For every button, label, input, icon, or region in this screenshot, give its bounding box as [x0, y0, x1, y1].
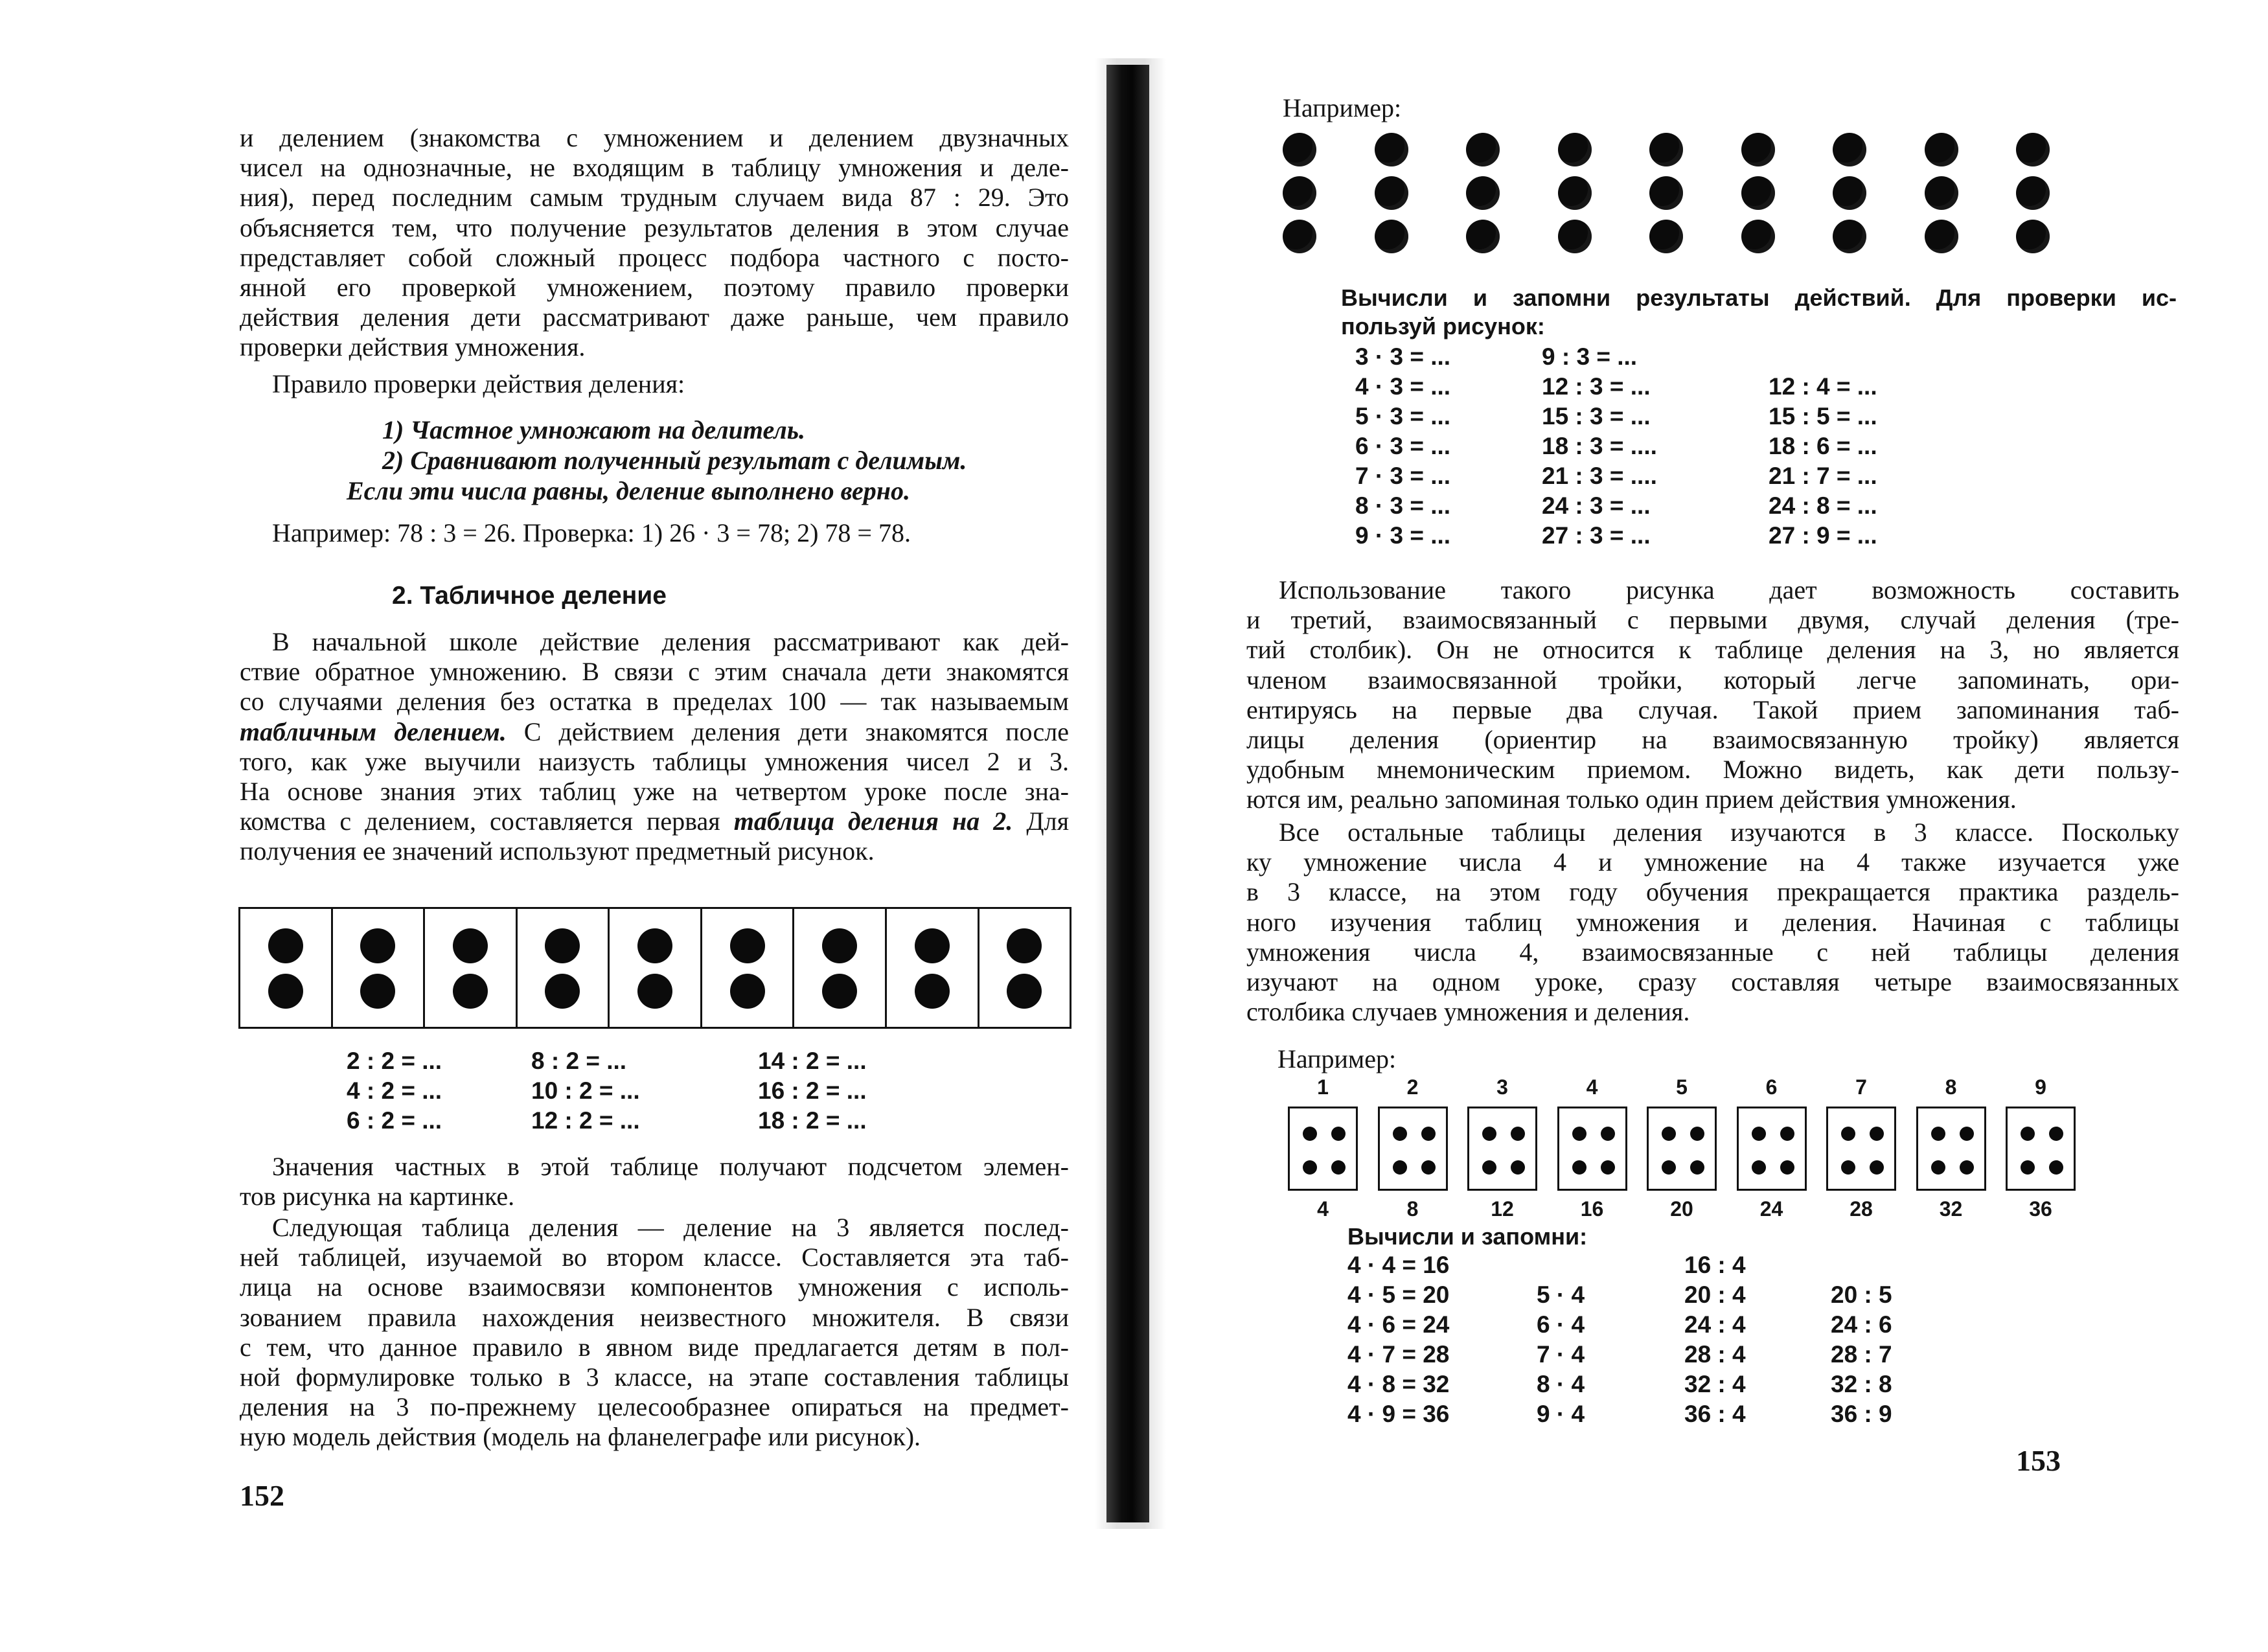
- dot: [1466, 220, 1500, 253]
- text-line: с тем, что данное правило в явном виде предлагается детям в пол-: [240, 1332, 1069, 1362]
- usage-paragraph: [1246, 575, 2179, 815]
- text-line: Следующая таблица деления — деление на 3 является послед-: [272, 1213, 1069, 1242]
- dot: [453, 974, 488, 1009]
- equation: 4 · 6 = 24: [1347, 1311, 1450, 1338]
- text-line: ствие обратное умножению. В связи с этим сначала дети знакомятся: [240, 657, 1069, 687]
- dot: [1511, 1160, 1525, 1175]
- dot: [1601, 1160, 1615, 1175]
- dot: [1931, 1127, 1945, 1141]
- dot-figure-table: [238, 907, 1071, 1029]
- dot: [1662, 1160, 1676, 1175]
- dot: [453, 928, 488, 963]
- dot: [1375, 133, 1408, 166]
- div2-column-1: [347, 1046, 442, 1136]
- text-line: деления на 3 по-прежнему целесообразнее опираться на предмет-: [240, 1392, 1069, 1422]
- four-dot-card: [2006, 1107, 2076, 1191]
- card-multiplier-label: 5: [1676, 1075, 1688, 1099]
- equation: 20 : 5: [1831, 1281, 1892, 1308]
- card-product-label: 36: [2029, 1197, 2052, 1221]
- page-number-right: 153: [2016, 1444, 2061, 1477]
- equation: 24 : 4: [1684, 1311, 1746, 1338]
- dot: [545, 928, 580, 963]
- text-line: столбика случаев умножения и деления.: [1246, 997, 1690, 1027]
- dot: [1833, 176, 1866, 210]
- equation: 18 : 2 = ...: [758, 1107, 867, 1134]
- card-product-label: 8: [1406, 1197, 1419, 1221]
- dot: [1841, 1160, 1855, 1175]
- text-line: Все остальные таблицы деления изучаются в 3 классе. Поскольку: [1279, 818, 2179, 847]
- equation: 32 : 8: [1831, 1371, 1892, 1397]
- text-line: ного изучения таблиц умножения и деления. Начиная с таблицы: [1246, 907, 2179, 937]
- card-product-label: 24: [1759, 1197, 1783, 1221]
- div3-column: [1542, 342, 1657, 551]
- four-dot-card: [1826, 1107, 1896, 1191]
- values-paragraph: [240, 1152, 1069, 1211]
- equation: 10 : 2 = ...: [531, 1077, 640, 1104]
- text-line: лицы деления (ориентир на взаимосвязанную тройку) является: [1246, 725, 2179, 755]
- text-line: янной его проверкой умножением, поэтому правило проверки: [240, 273, 1069, 303]
- div-rest-column: [1831, 1280, 1892, 1429]
- dot: [1741, 220, 1775, 253]
- dot-cell: [887, 909, 979, 1027]
- four-dot-card: [1647, 1107, 1717, 1191]
- equation: 24 : 6: [1831, 1311, 1892, 1338]
- dot: [1572, 1127, 1586, 1141]
- dot: [1393, 1127, 1407, 1141]
- dot: [1649, 133, 1683, 166]
- dot: [1931, 1160, 1945, 1175]
- dot: [1925, 176, 1958, 210]
- text-line: получения ее значений используют предметный рисунок.: [240, 836, 875, 866]
- dot: [1960, 1160, 1974, 1175]
- text-line: тий столбик). Он не относится к таблице деления на 3, но является: [1246, 635, 2179, 665]
- dot: [268, 928, 303, 963]
- text-line: тов рисунка на картинке.: [240, 1182, 515, 1211]
- text-line: ней таблицей, изучаемой во втором классе. Составляется эта таб-: [240, 1243, 1069, 1272]
- dot: [1780, 1127, 1794, 1141]
- dot: [637, 974, 672, 1009]
- dot: [1601, 1127, 1615, 1141]
- dot: [2021, 1127, 2035, 1141]
- dot: [1833, 220, 1866, 253]
- text-line: ются им, реально запоминая только один прием действия умножения.: [1246, 785, 2017, 814]
- text-line: членом взаимосвязанной тройки, который легче запоминать, ори-: [1246, 665, 2179, 694]
- dot: [1007, 974, 1042, 1009]
- text-line: со случаями деления без остатка в пределах 100 — так называемым: [240, 687, 1069, 717]
- text-line: в 3 классе, на этом году обучения прекращается практика раздель-: [1246, 877, 2179, 907]
- dot: [1466, 133, 1500, 166]
- equation: 21 : 3 = ....: [1542, 463, 1657, 489]
- right-page: [1127, 0, 2268, 1652]
- equation: 9 : 3 = ...: [1542, 343, 1638, 370]
- text-line: изучают на одном уроке, сразу составляя четыре взаимосвязанных: [1246, 967, 2179, 997]
- rule-conclusion: Если эти числа равны, деление выполнено верно.: [347, 476, 910, 505]
- dot: [1283, 220, 1316, 253]
- dot: [1421, 1160, 1436, 1175]
- dot: [1558, 176, 1592, 210]
- rule-intro: Правило проверки действия деления:: [272, 369, 685, 398]
- card-multiplier-label: 4: [1586, 1075, 1598, 1099]
- dot-cell: [979, 909, 1070, 1027]
- dot: [1007, 928, 1042, 963]
- four-dot-card: [1557, 1107, 1627, 1191]
- equation: 6 · 3 = ...: [1355, 433, 1451, 459]
- card-multiplier-label: 3: [1496, 1075, 1508, 1099]
- equation: 18 : 6 = ...: [1769, 433, 1877, 459]
- dot: [1331, 1160, 1346, 1175]
- equation: 14 : 2 = ...: [758, 1048, 867, 1074]
- example-label: Например:: [1283, 93, 1402, 122]
- equation: 24 : 8 = ...: [1769, 492, 1877, 519]
- dot: [2016, 220, 2050, 253]
- equation: 4 · 3 = ...: [1355, 373, 1451, 400]
- check-example: Например: 78 : 3 = 26. Проверка: 1) 26 · 3 = 78; 2) 78 = 78.: [272, 518, 911, 547]
- text-line: В начальной школе действие деления рассматривают как дей-: [272, 627, 1069, 656]
- dot: [360, 928, 395, 963]
- equation: 28 : 4: [1684, 1341, 1746, 1368]
- card-product-label: 28: [1850, 1197, 1873, 1221]
- div2-column-2: [531, 1046, 640, 1136]
- section-paragraph: [240, 627, 1069, 867]
- text-line: удобным мнемоническим приемом. Можно видеть, как дети пользу-: [1246, 755, 2179, 785]
- equation: 4 · 4 = 16: [1347, 1252, 1450, 1278]
- dot: [1925, 220, 1958, 253]
- text-line: умножения числа 4, взаимосвязанные с ней таблицы деления: [1246, 937, 2179, 967]
- term-tabular-division: табличным делением.: [240, 717, 507, 746]
- dot: [730, 974, 765, 1009]
- text-line: Использование такого рисунка дает возможность составить: [1279, 575, 2179, 604]
- dot: [915, 974, 950, 1009]
- dot: [1303, 1127, 1317, 1141]
- equation: 15 : 5 = ...: [1769, 403, 1877, 430]
- text-fragment: комства с делением, составляется первая: [240, 807, 734, 836]
- card-multiplier-label: 1: [1317, 1075, 1329, 1099]
- equation: 28 : 7: [1831, 1341, 1892, 1368]
- text-line: зованием правила нахождения неизвестного множителя. В связи: [240, 1302, 1069, 1332]
- equation: 5 · 3 = ...: [1355, 403, 1451, 430]
- dot: [1662, 1127, 1676, 1141]
- equation: 12 : 2 = ...: [531, 1107, 640, 1134]
- text-line: действия деления дети рассматривают даже раньше, чем правило: [240, 303, 1069, 332]
- equation: 4 · 5 = 20: [1347, 1281, 1450, 1308]
- equation: 27 : 3 = ...: [1542, 522, 1651, 549]
- card-product-label: 16: [1580, 1197, 1604, 1221]
- equation: 8 · 4: [1537, 1371, 1585, 1397]
- dot: [1466, 176, 1500, 210]
- dot: [360, 974, 395, 1009]
- task-label-2: Вычисли и запомни:: [1347, 1223, 1588, 1250]
- equation: 24 : 3 = ...: [1542, 492, 1651, 519]
- text-line: объясняется тем, что получение результатов деления в этом случае: [240, 212, 1069, 242]
- dot: [1283, 176, 1316, 210]
- dot: [1558, 220, 1592, 253]
- four-dot-card: [1467, 1107, 1537, 1191]
- left-page: [0, 0, 1127, 1652]
- dot: [1690, 1160, 1704, 1175]
- page-number-left: 152: [240, 1479, 284, 1512]
- dot: [915, 928, 950, 963]
- dot-cell: [794, 909, 887, 1027]
- equation: 20 : 4: [1684, 1281, 1746, 1308]
- dot: [1741, 133, 1775, 166]
- dot: [1421, 1127, 1436, 1141]
- text-line: проверки действия умножения.: [240, 332, 586, 362]
- card-multiplier-label: 9: [2035, 1075, 2046, 1099]
- term-division-table-2: таблица деления на 2.: [733, 807, 1013, 836]
- commuted-column: [1537, 1280, 1585, 1429]
- equation: 9 · 4: [1537, 1401, 1585, 1427]
- dot: [1558, 133, 1592, 166]
- dot-cell: [610, 909, 702, 1027]
- text-line: и третий, взаимосвязанный с первыми двумя, случай деления (тре-: [1246, 605, 2179, 635]
- dot: [1482, 1127, 1496, 1141]
- equation: 6 : 2 = ...: [347, 1107, 442, 1134]
- four-dot-card: [1288, 1107, 1358, 1191]
- dot-cell: [333, 909, 426, 1027]
- equation: 21 : 7 = ...: [1769, 463, 1877, 489]
- text-line: [240, 807, 1069, 836]
- equation: 32 : 4: [1684, 1371, 1746, 1397]
- dot-cell: [702, 909, 795, 1027]
- dot: [1925, 133, 1958, 166]
- text-line: и делением (знакомства с умножением и делением двузначных: [240, 123, 1069, 152]
- text-line: пользуй рисунок:: [1341, 313, 1545, 339]
- text-line: ентируясь на первые два случая. Такой прием запоминания таб-: [1246, 694, 2179, 724]
- equation: 27 : 9 = ...: [1769, 522, 1877, 549]
- rule-step-1: 1) Частное умножают на делитель.: [382, 415, 806, 444]
- dot: [1511, 1127, 1525, 1141]
- card-product-label: 32: [1939, 1197, 1963, 1221]
- dot: [1393, 1160, 1407, 1175]
- dot: [268, 974, 303, 1009]
- section-heading: 2. Табличное деление: [392, 582, 667, 610]
- example-label-2: Например:: [1277, 1044, 1397, 1073]
- dot: [2049, 1127, 2063, 1141]
- dot: [822, 928, 857, 963]
- four-dot-card: [1378, 1107, 1448, 1191]
- dot: [1870, 1160, 1884, 1175]
- four-dot-card: [1916, 1107, 1986, 1191]
- card-product-label: 4: [1317, 1197, 1329, 1221]
- text-line: [240, 717, 1069, 747]
- text-line: чисел на однозначные, не входящим в таблицу умножения и деле-: [240, 153, 1069, 183]
- dot: [1482, 1160, 1496, 1175]
- equation: 16 : 4: [1684, 1252, 1746, 1278]
- four-dot-cards-figure: [1257, 1075, 2177, 1224]
- equation: 8 : 2 = ...: [531, 1048, 627, 1074]
- rule-step-2: 2) Сравнивают полученный результат с делимым.: [382, 446, 967, 475]
- equation: 7 · 3 = ...: [1355, 463, 1451, 489]
- equation: 9 · 3 = ...: [1355, 522, 1451, 549]
- next-table-paragraph: [240, 1213, 1069, 1452]
- equation: 15 : 3 = ...: [1542, 403, 1651, 430]
- task-paragraph: [1341, 284, 2177, 341]
- text-line: Вычисли и запомни результаты действий. Для проверки ис-: [1341, 284, 2177, 311]
- equation: 4 · 9 = 36: [1347, 1401, 1450, 1427]
- card-multiplier-label: 2: [1406, 1075, 1419, 1099]
- div-other-column: [1769, 372, 1877, 551]
- dot: [1752, 1127, 1766, 1141]
- equation: 7 · 4: [1537, 1341, 1585, 1368]
- dot: [1690, 1127, 1704, 1141]
- dot: [1960, 1127, 1974, 1141]
- dot: [1375, 176, 1408, 210]
- card-product-label: 12: [1491, 1197, 1514, 1221]
- equation: 4 · 8 = 32: [1347, 1371, 1450, 1397]
- four-dot-card: [1737, 1107, 1807, 1191]
- equation: 36 : 9: [1831, 1401, 1892, 1427]
- text-line: Значения частных в этой таблице получают подсчетом элемен-: [272, 1152, 1069, 1181]
- dot-cell: [518, 909, 610, 1027]
- dot: [1572, 1160, 1586, 1175]
- text-fragment: Для: [1013, 807, 1069, 836]
- dot-cell: [425, 909, 518, 1027]
- equation: 12 : 3 = ...: [1542, 373, 1651, 400]
- equation: 12 : 4 = ...: [1769, 373, 1877, 400]
- dot: [1649, 220, 1683, 253]
- dot: [1283, 133, 1316, 166]
- dot: [2016, 133, 2050, 166]
- equation: 16 : 2 = ...: [758, 1077, 867, 1104]
- dot: [1303, 1160, 1317, 1175]
- equation: 6 · 4: [1537, 1311, 1585, 1338]
- dot: [1375, 220, 1408, 253]
- equation: 18 : 3 = ....: [1542, 433, 1657, 459]
- dot: [822, 974, 857, 1009]
- dot: [637, 928, 672, 963]
- dot: [1331, 1127, 1346, 1141]
- dot: [1780, 1160, 1794, 1175]
- dot: [2021, 1160, 2035, 1175]
- text-line: того, как уже выучили наизусть таблицы умножения чисел 2 и 3.: [240, 746, 1069, 776]
- text-line: ку умножение числа 4 и умножение на 4 также изучается уже: [1246, 847, 2179, 877]
- card-multiplier-label: 6: [1765, 1075, 1778, 1099]
- intro-paragraph: [240, 123, 1069, 363]
- text-fragment: С действием деления дети знакомятся после: [506, 717, 1069, 746]
- dot: [730, 928, 765, 963]
- dot: [2049, 1160, 2063, 1175]
- dot: [2016, 176, 2050, 210]
- dot: [1649, 176, 1683, 210]
- dot: [1833, 133, 1866, 166]
- text-line: ную модель действия (модель на фланелеграфе или рисунок).: [240, 1422, 921, 1452]
- dot: [1841, 1127, 1855, 1141]
- dot: [1870, 1127, 1884, 1141]
- equation: 8 · 3 = ...: [1355, 492, 1451, 519]
- div2-column-3: [758, 1046, 867, 1136]
- equation: 3 · 3 = ...: [1355, 343, 1451, 370]
- mult3-column: [1355, 342, 1450, 551]
- text-line: лица на основе взаимосвязи компонентов умножения с исполь-: [240, 1272, 1069, 1302]
- equation: 5 · 4: [1537, 1281, 1585, 1308]
- dot: [545, 974, 580, 1009]
- card-product-label: 20: [1670, 1197, 1693, 1221]
- card-multiplier-label: 7: [1855, 1075, 1867, 1099]
- equation: 2 : 2 = ...: [347, 1048, 442, 1074]
- dot-grid-figure: [1283, 133, 2190, 269]
- dot: [1741, 176, 1775, 210]
- card-multiplier-label: 8: [1945, 1075, 1957, 1099]
- dot: [1752, 1160, 1766, 1175]
- mult4-column: [1347, 1250, 1449, 1429]
- div4-column: [1684, 1250, 1746, 1429]
- text-line: представляет собой сложный процесс подбора частного с посто-: [240, 242, 1069, 272]
- text-line: На основе знания этих таблиц уже на четвертом уроке после зна-: [240, 777, 1069, 807]
- remaining-tables-paragraph: [1246, 818, 2179, 1027]
- equation: 4 · 7 = 28: [1347, 1341, 1450, 1368]
- text-line: ной формулировке только в 3 классе, на этапе составления таблицы: [240, 1362, 1069, 1392]
- text-line: ния), перед последним самым трудным случаем вида 87 : 29. Это: [240, 183, 1069, 212]
- dot-cell: [240, 909, 333, 1027]
- equation: 36 : 4: [1684, 1401, 1746, 1427]
- equation: 4 : 2 = ...: [347, 1077, 442, 1104]
